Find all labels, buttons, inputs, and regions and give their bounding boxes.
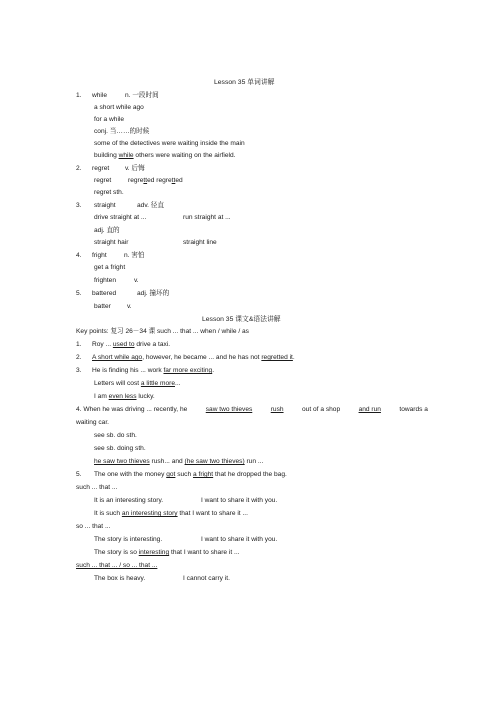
word-1-example: for a while: [94, 116, 125, 123]
word-5: battered: [92, 290, 117, 297]
word-4-example: frighten: [94, 277, 116, 284]
word-5-number: 5.: [76, 290, 82, 297]
word-2-example: regret sth.: [94, 189, 124, 196]
word-2-forms: regretted regretted: [128, 177, 183, 184]
word-3-example: straight line: [183, 239, 217, 246]
so-that-heading: so ... that ...: [76, 523, 111, 530]
word-4: fright: [92, 252, 107, 259]
item-2-number: 2.: [76, 354, 82, 361]
word-2-number: 2.: [76, 165, 82, 172]
word-3-example: straight hair: [94, 239, 129, 246]
so-that-example: The story is interesting.: [94, 536, 163, 543]
word-5-pos: adj. 撞坏的: [137, 290, 170, 297]
item-5: The one with the money got such a fright that he dropped the bag.: [94, 471, 287, 478]
word-3-number: 3.: [76, 202, 82, 209]
word-1-example: some of the detectives were waiting inside the main: [94, 140, 245, 147]
word-4-pos: n. 害怕: [124, 252, 145, 259]
so-that-example: I want to share it with you.: [201, 536, 278, 543]
word-1-conj: conj. 当……的时候: [94, 128, 150, 135]
item-3-example: I am even less lucky.: [94, 393, 155, 400]
word-3-pos: adv. 径直: [137, 202, 164, 209]
item-3-number: 3.: [76, 367, 82, 374]
box-example: I cannot carry it.: [183, 575, 230, 582]
word-1-example: building while others were waiting on the airfield.: [94, 152, 236, 159]
word-1-pos: n. 一段时间: [125, 92, 159, 99]
word-3-example: drive straight at ...: [94, 214, 147, 221]
such-that-heading: such ... that ...: [76, 484, 118, 491]
word-2: regret: [92, 165, 110, 172]
vocab-title: Lesson 35 单词讲解: [214, 79, 275, 86]
word-3-example: run straight at ...: [183, 214, 231, 221]
such-so-heading: such ... that ... / so ... that ...: [76, 562, 158, 569]
word-5-example: batter: [94, 303, 111, 310]
item-3-example: Letters will cost a little more...: [94, 380, 181, 387]
item-3: He is finding his ... work far more exciting.: [92, 367, 215, 374]
word-2-pos: v. 后悔: [125, 165, 145, 172]
item-4: 4. When he was driving ... recently, he saw two thieves rush out of a shop and run towards a: [76, 406, 428, 413]
item-1-number: 1.: [76, 341, 82, 348]
grammar-title: Lesson 35 课文&语法讲解: [202, 316, 281, 323]
word-4-example: get a fright: [94, 264, 126, 271]
word-4-number: 4.: [76, 252, 82, 259]
item-4-continued: waiting car.: [76, 419, 109, 426]
such-that-example: It is such an interesting story that I want to share it ...: [94, 510, 248, 517]
word-1: while: [92, 92, 108, 99]
item-4-example: he saw two thieves rush... and (he saw two thieves) run ...: [94, 458, 264, 465]
item-1: Roy ... used to drive a taxi.: [92, 341, 171, 348]
key-points: Key points: 复习 26－34 课 such ... that ... when / while / as: [76, 328, 249, 335]
item-4-example: see sb. doing sth.: [94, 445, 146, 452]
so-that-example: The story is so interesting that I want to share it ...: [94, 549, 240, 556]
such-that-example: I want to share it with you.: [201, 497, 278, 504]
word-2-forms: regret: [94, 177, 112, 184]
box-example: The box is heavy.: [94, 575, 146, 582]
word-5-pos-2: v.: [127, 303, 132, 310]
item-2: A short while ago, however, he became ... and he has not regretted it.: [92, 354, 295, 361]
item-4-example: see sb. do sth.: [94, 432, 137, 439]
word-3-adj: adj. 直的: [94, 227, 120, 234]
word-4-pos-2: v.: [134, 277, 139, 284]
item-5-number: 5.: [76, 471, 82, 478]
word-1-example: a short while ago: [94, 104, 144, 111]
such-that-example: It is an interesting story.: [94, 497, 164, 504]
word-1-number: 1.: [76, 92, 82, 99]
word-3: straight: [94, 202, 116, 209]
